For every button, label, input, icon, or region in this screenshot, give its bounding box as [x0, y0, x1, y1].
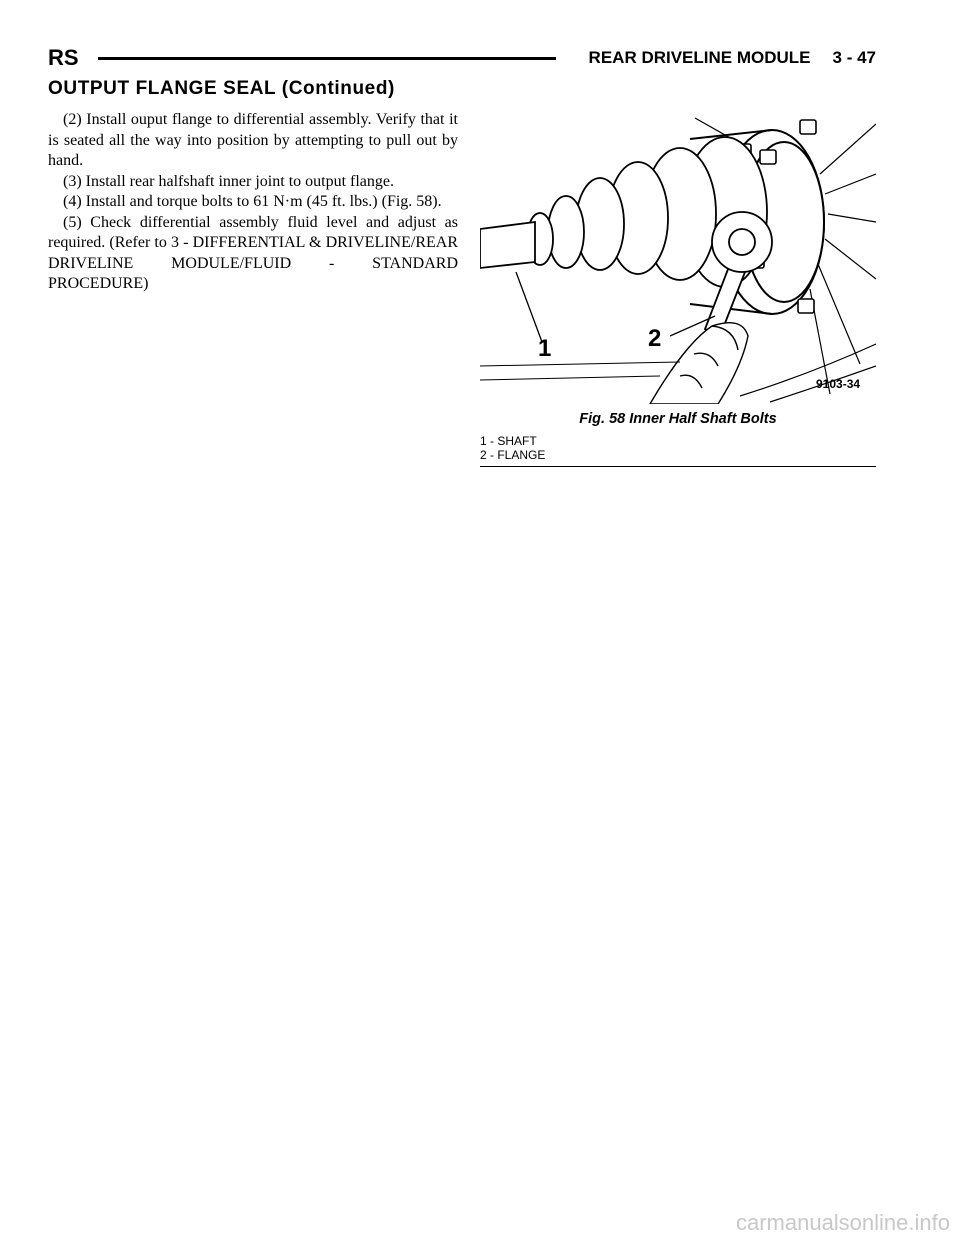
figure-legend [480, 434, 876, 467]
page-header [48, 44, 876, 72]
header-right [589, 44, 876, 72]
procedure-step: (3) Install rear halfshaft inner joint to output flange. [63, 172, 395, 190]
procedure-step: (4) Install and torque bolts to 61 N·m (45 ft. lbs.) (Fig. 58). [63, 193, 442, 210]
art-reference-code: 9103-34 [816, 377, 861, 391]
legend-item-shaft: 1 - SHAFT [480, 434, 537, 448]
header-rule [98, 57, 556, 60]
procedure-step: (2) Install ouput flange to differential assembly. Verify that it is seated all the way into position by attempting to pull out by hand. [48, 111, 458, 169]
procedure-text [48, 110, 458, 295]
figure-caption: Fig. 58 Inner Half Shaft Bolts [579, 411, 777, 427]
halfshaft-flange-illustration [480, 104, 876, 404]
callout-leaders [516, 272, 715, 342]
callout-1-label: 1 [538, 335, 552, 362]
header-section-title: REAR DRIVELINE MODULE [588, 48, 811, 67]
figure-58 [480, 104, 876, 467]
floor-lines [480, 362, 680, 380]
header-model-code: RS [48, 45, 79, 70]
procedure-step: (5) Check differential assembly fluid level and adjust as required. (Refer to 3 - DIFFERENTIAL & DRIVELINE/REAR DRIVELINE MODULE/FLUID - STANDARD PROCEDURE) [48, 213, 458, 292]
header-page-number: 3 - 47 [832, 48, 876, 67]
watermark-footer: carmanualsonline.info [735, 1210, 950, 1235]
section-title: OUTPUT FLANGE SEAL (Continued) [48, 78, 395, 99]
halfshaft [480, 222, 535, 268]
technician-hand [650, 323, 748, 404]
callout-2-label: 2 [648, 325, 662, 352]
legend-item-flange: 2 - FLANGE [480, 448, 546, 462]
